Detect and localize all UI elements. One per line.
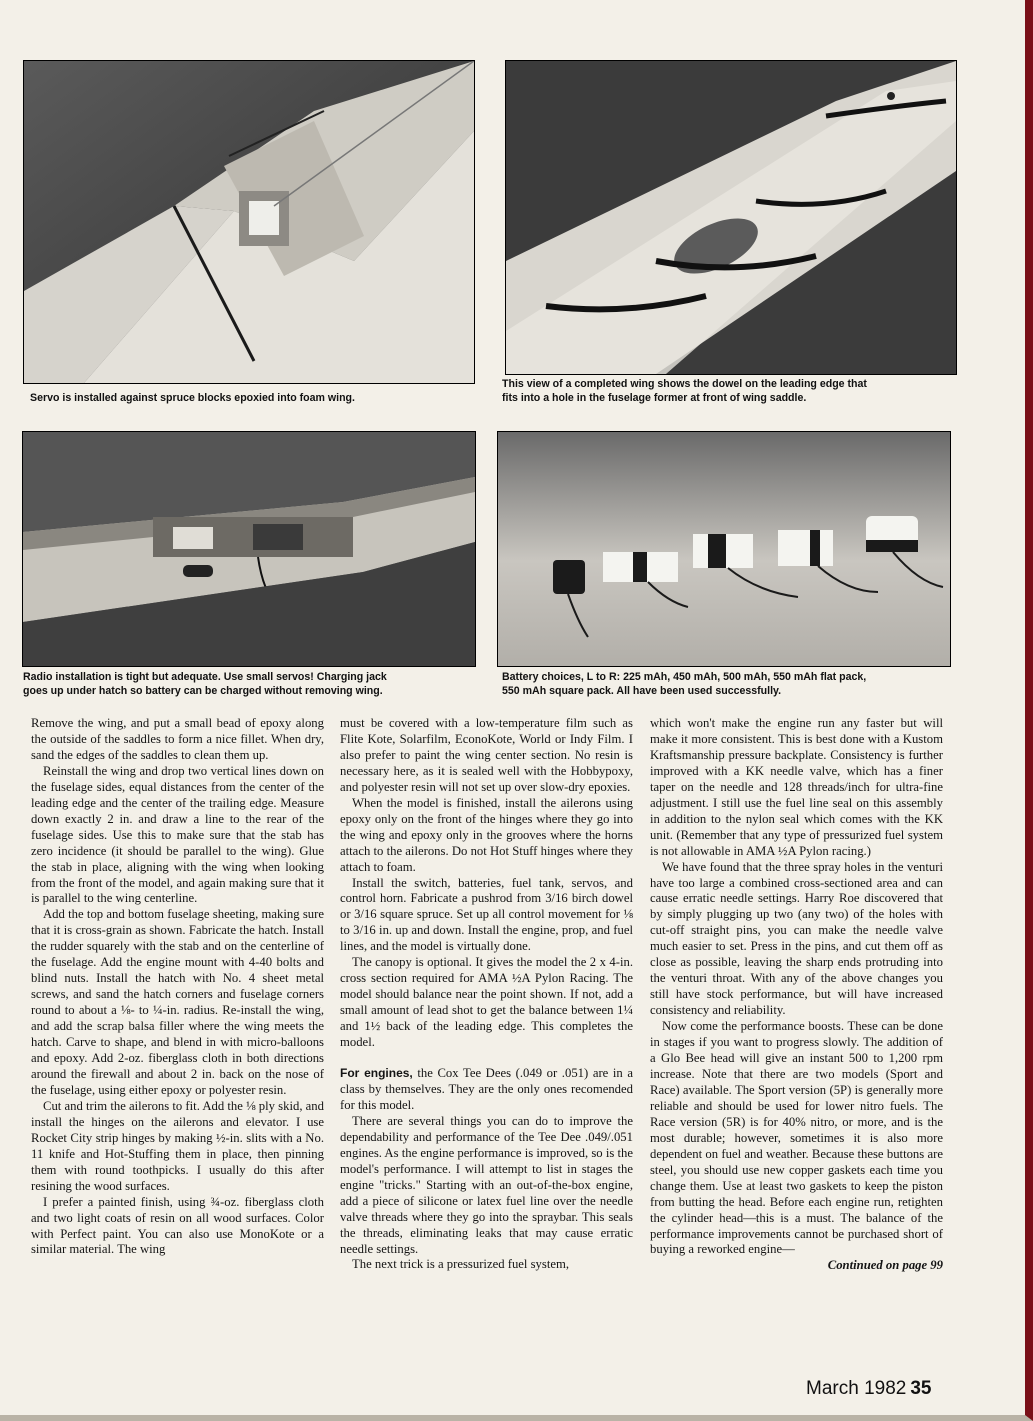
caption-wing-dowel [502,377,962,405]
page-number: 35 [910,1378,932,1399]
article-column-3 [650,716,943,1274]
caption-fuselage-radio [23,670,483,698]
caption-battery-packs-line-2: 550 mAh square pack. All have been used successfully. [502,685,782,697]
paragraph: The canopy is optional. It gives the model the 2 x 4-in. cross section required for AMA ½A Pylon Racing. The model should balance near the point shown. If not, add a small amount of lead shot to get the balance between 1¼ and 1½ back of the leading edge. This completes the model. [340,955,633,1050]
paragraph: There are several things you can do to improve the dependability and performance of the Tee Dee .049/.051 engines. As the engine performance is improved, so is the model's performance. I will attempt to list in stages the engine "tricks." Starting with an out-of-the-box engine, add a piece of silicone or latex fuel line over the needle valve threads where they go into the spraybar. This seals the threads, eliminating leaks that may cause erratic needle settings. [340,1113,633,1256]
wing-dowel-photo-icon [506,61,956,374]
paragraph: Add the top and bottom fuselage sheeting, making sure that it is cross-grain as shown. Fabricate the hatch. Install the rudder squarely with the stab and on the centerline of the fuselage. Add the engine mount with 4-40 bolts and blind nuts. Install the hatch with No. 4 sheet metal screws, and sand the hatch corners and fuselage corners round to about a ⅛- to ¼-in. radius. Re-install the wing, and add the scrap balsa filler where the wing meets the hatch. Carve to shape, and blend in with micro-balloons and epoxy. Add 2-oz. fiberglass cloth in both directions around the firewall and about 2 in. back on the nose of the fuselage, using either epoxy or polyester resin. [31,907,324,1097]
caption-wing-dowel-line-1: This view of a completed wing shows the dowel on the leading edge that [502,378,867,390]
photo-wing-servo [23,60,475,384]
paragraph: The next trick is a pressurized fuel system, [352,1257,570,1272]
page-folio [806,1378,931,1400]
paragraph: must be covered with a low-temperature film such as Flite Kote, Solarfilm, EconoKote, World or Indy Film. I also prefer to paint the wing center section. No resin is necessary here, as it is sealed well with the Hobbypoxy, and polyester resin will not set up over slow-dry epoxies. [340,716,633,794]
runin-text: the Cox Tee Dees (.049 or .051) are in a class by themselves. They are the only ones recomended for this model. [340,1066,633,1112]
paragraph: Cut and trim the ailerons to fit. Add the ⅛ ply skid, and install the hinges on the ailerons and elevator. I use Rocket City strip hinges by making ½-in. slits with a No. 11 knife and Hot-Stuffing them in place, then pinning them with round toothpicks. I usually do this after resining the wood surfaces. [31,1098,324,1193]
runin-heading: For engines, [340,1066,413,1081]
battery-packs-photo-icon [498,432,950,666]
paragraph: Now come the performance boosts. These can be done in stages if you want to progress slowly. The addition of a Glo Bee head will give an instant 500 to 1,200 rpm increase. Note that there are two models (Sport and Race) available. The Sport version (5P) is generally more reliable and should be used for lower nitro fuels. The Race version (5R) is for 40% nitro, or more, and is the most durable; however, sometimes it is also more dependent on fuel and weather. Because these buttons are steel, you should use new copper gaskets each time you change them. Use at least two gaskets to keep the piston from butting the head. Before each engine run, retighten the cylinder head—this is a must. The balance of the performance improvements cannot be purchased short of buying a reworked engine— [650,1019,943,1257]
caption-fuselage-radio-line-2: goes up under hatch so battery can be charged without removing wing. [23,685,383,697]
paragraph: Remove the wing, and put a small bead of epoxy along the outside of the saddles to form a nice fillet. When dry, sand the edges of the saddles to clean them up. [31,716,324,762]
issue-date: March 1982 [806,1378,907,1399]
article-column-1 [31,716,324,1258]
paragraph: We have found that the three spray holes in the venturi have too large a combined cross-sectioned area and can cause erratic needle settings. Harry Roe discovered that by simply plugging up two (any two) of the holes with cut-off straight pins, you can make the needle valve much easier to set. Press in the pins, and cut them off as close as possible, leaving the sharp ends protruding into the venturi throat. With any of the above changes you still have stock performance, but will have increased consistency and reliability. [650,859,943,1018]
caption-wing-dowel-line-2: fits into a hole in the fuselage former at front of wing saddle. [502,392,807,404]
caption-battery-packs-line-1: Battery choices, L to R: 225 mAh, 450 mAh, 500 mAh, 550 mAh flat pack, [502,671,867,683]
paragraph: which won't make the engine run any faster but will make it more consistent. This is best done with a Kustom Kraftsmanship pressure backplate. Consistency is further improved with a KK needle valve, which has a finer taper on the needle and 128 threads/inch for ultra-fine adjustment. I still use the fuel line seal on this assembly in addition to the nylon seal which comes with the KK unit. (Remember that any type of pressurized fuel system is not allowable in AMA ½A Pylon racing.) [650,716,943,858]
article-column-2 [340,716,633,1273]
paragraph: When the model is finished, install the ailerons using epoxy only on the front of the hinges where they go into the wing and epoxy only in the grooves where the horns attach to the ailerons. Do not Hot Stuff hinges where they attach to foam. [340,795,633,874]
caption-wing-servo: Servo is installed against spruce blocks epoxied into foam wing. [30,392,355,404]
caption-fuselage-radio-line-1: Radio installation is tight but adequate. Use small servos! Charging jack [23,671,387,683]
caption-battery-packs [502,670,962,698]
continued-note: Continued on page 99 [827,1258,943,1273]
fuselage-radio-photo-icon [23,432,475,666]
photo-battery-packs [497,431,951,667]
paragraph: Install the switch, batteries, fuel tank, servos, and control horn. Fabricate a pushrod from 3/16 birch dowel or 3/16 square spruce. Set up all control movement for ⅛ to 3/16 in. up and down. Install the engine, prop, and fuel lines, and the model is virtually done. [340,875,633,954]
photo-fuselage-radio [22,431,476,667]
runin-paragraph [340,1066,633,1114]
wing-servo-photo-icon [24,61,474,383]
photo-wing-dowel [505,60,957,375]
paragraph: Reinstall the wing and drop two vertical lines down on the fuselage sides, equal distances from the center of the leading edge and the center of the trailing edge. Measure down exactly 2 in. and draw a line to the rear of the fuselage sides. Use this to make sure that the stab has zero incidence (it should be parallel to the wing). Glue the stab in place, aligning with the wing when looking from the front of the model, and again making sure that it is parallel to the wing centerline. [31,763,324,906]
paragraph: I prefer a painted finish, using ¾-oz. fiberglass cloth and two light coats of resin on all wood surfaces. Color with Perfect paint. You can also use MonoKote or a similar material. The wing [31,1194,324,1257]
